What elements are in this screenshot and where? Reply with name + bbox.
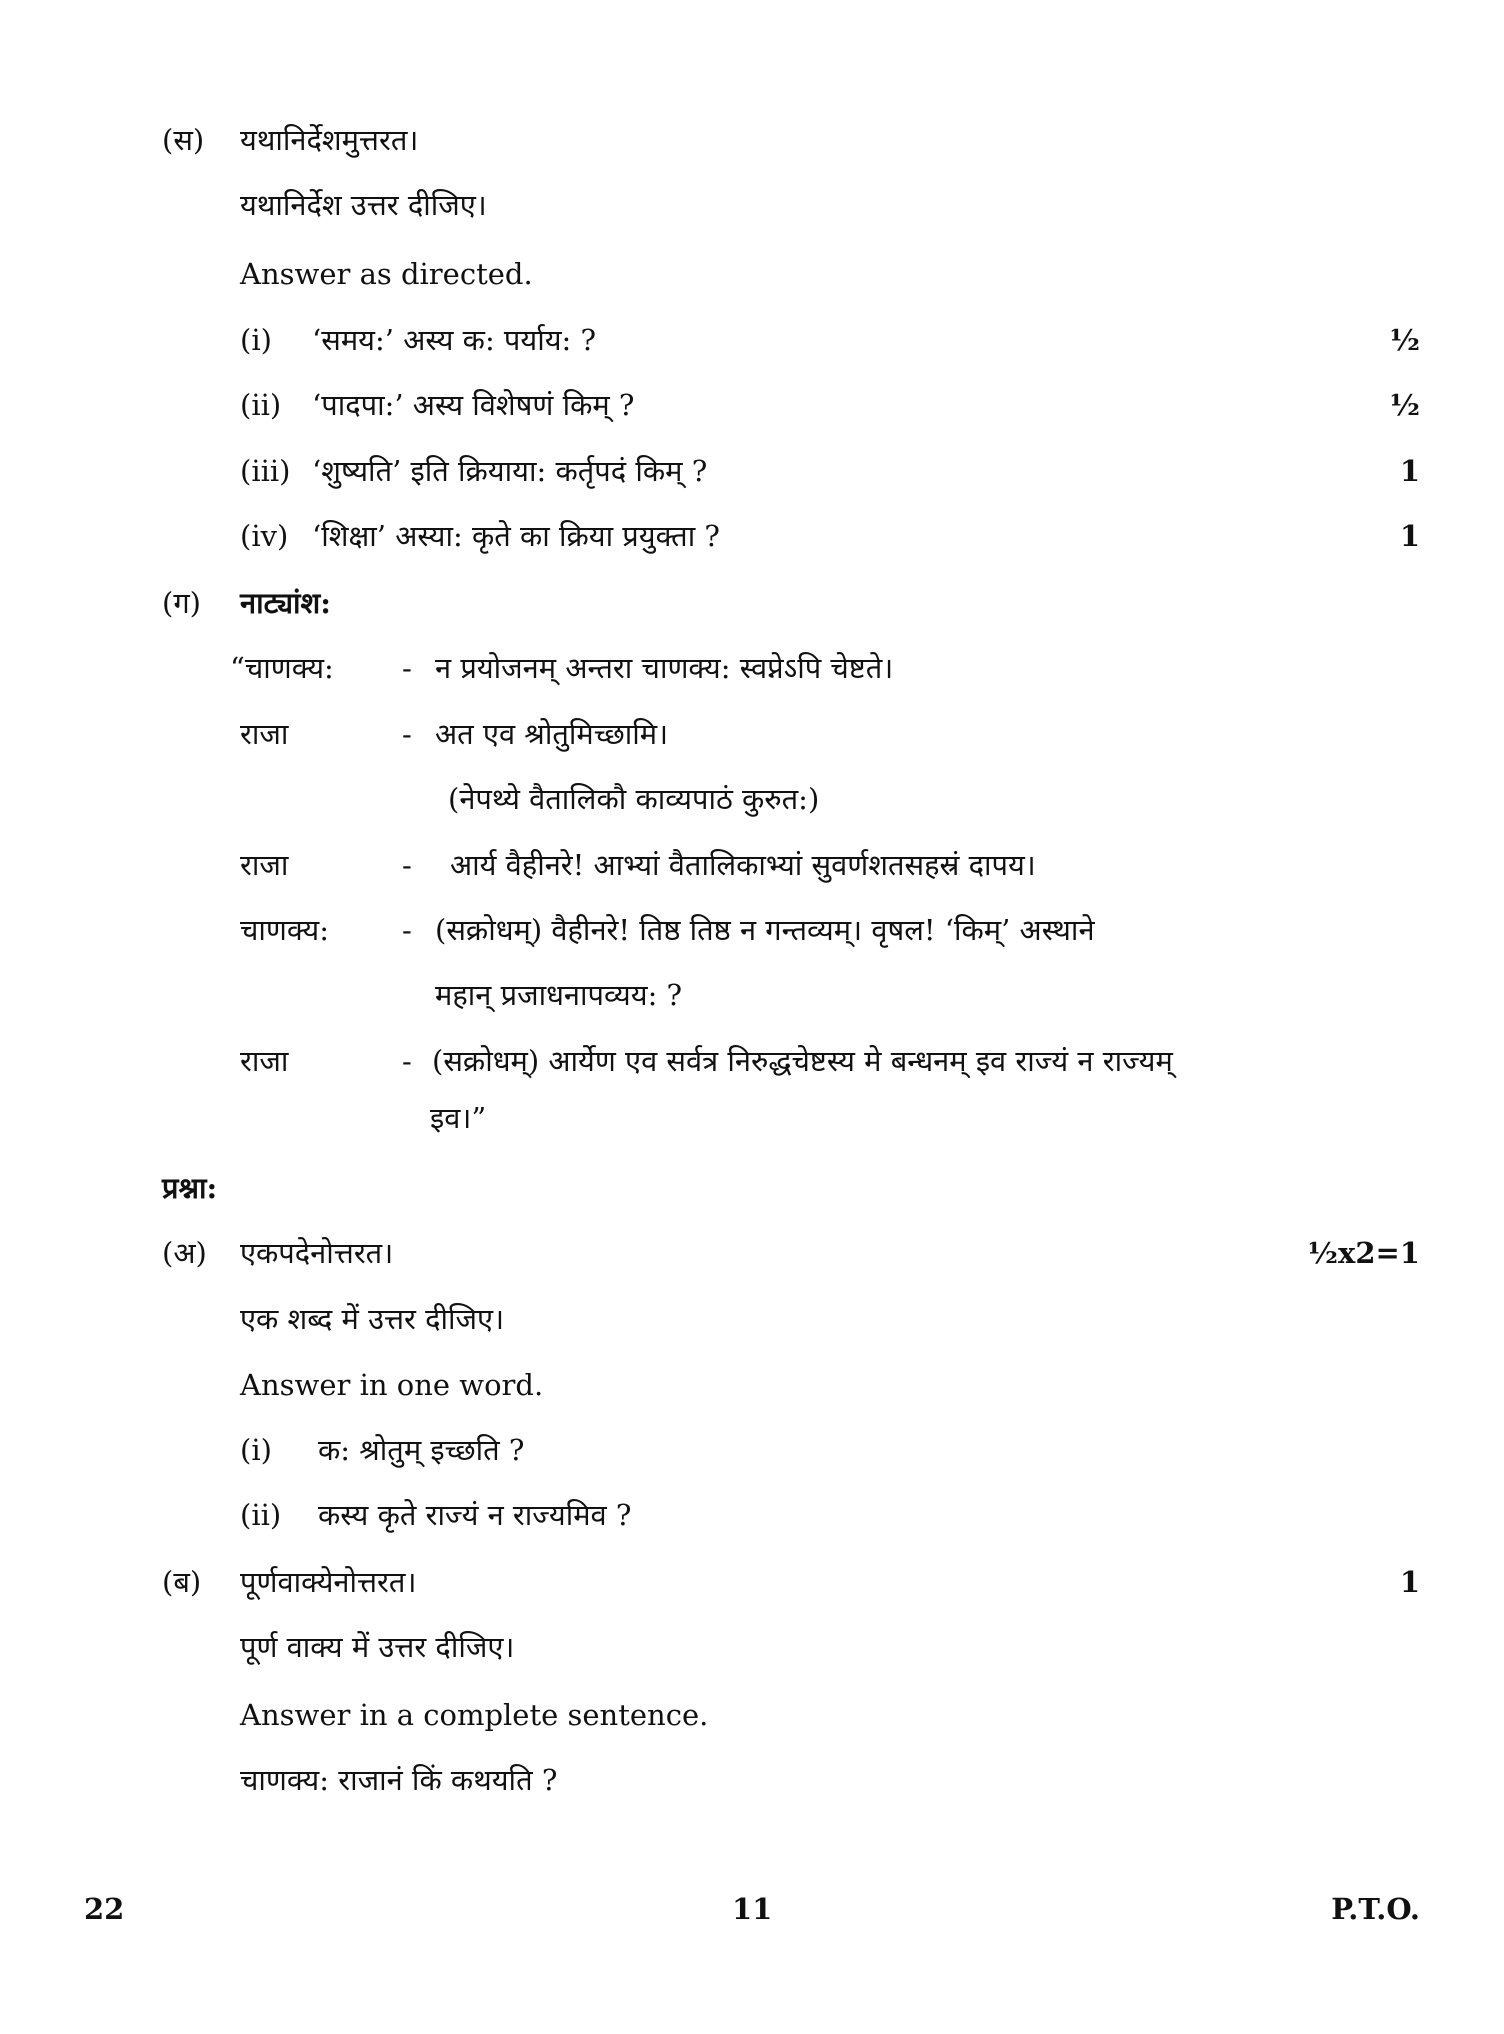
- dash: -: [402, 848, 412, 882]
- speaker: “चाणक्य:: [230, 651, 334, 685]
- dash: -: [402, 1044, 412, 1078]
- section-title: यथानिर्देशमुत्तरत।: [240, 123, 419, 157]
- question-number: (i): [240, 1433, 272, 1467]
- question-number: (ii): [240, 1498, 282, 1532]
- instruction-hindi: यथानिर्देश उत्तर दीजिए।: [240, 188, 487, 222]
- please-turn-over: P.T.O.: [1331, 1892, 1420, 1926]
- question-marks: ½: [1389, 323, 1420, 357]
- speaker: राजा: [240, 1044, 289, 1078]
- speaker: राजा: [240, 848, 289, 882]
- section-label: (ब): [162, 1565, 202, 1599]
- question-text: कस्य कृते राज्यं न राज्यमिव ?: [318, 1498, 632, 1532]
- section-label: (अ): [162, 1236, 207, 1270]
- page-number: 11: [732, 1892, 773, 1926]
- dash: -: [402, 651, 412, 685]
- question-text: चाणक्य: राजानं किं कथयति ?: [240, 1763, 558, 1797]
- section-label: (ग): [162, 586, 201, 620]
- question-text: ‘शुष्यति’ इति क्रियाया: कर्तृपदं किम् ?: [312, 454, 708, 488]
- instruction-hindi: पूर्ण वाक्य में उत्तर दीजिए।: [240, 1630, 515, 1664]
- question-text: ‘पादपा:’ अस्य विशेषणं किम् ?: [312, 388, 635, 422]
- question-number: (ii): [240, 388, 282, 422]
- section-label: (स): [162, 123, 205, 157]
- question-marks: ½: [1389, 388, 1420, 422]
- speech-continued: महान् प्रजाधनापव्यय: ?: [435, 978, 683, 1012]
- speech: अत एव श्रोतुमिच्छामि।: [435, 717, 669, 751]
- speech: न प्रयोजनम् अन्तरा चाणक्य: स्वप्नेऽपि चेष्टते।: [435, 651, 894, 685]
- questions-heading: प्रश्ना:: [162, 1171, 218, 1205]
- dash: -: [402, 717, 412, 751]
- dash: -: [402, 913, 412, 947]
- question-marks: 1: [1399, 519, 1420, 553]
- instruction-hindi: एक शब्द में उत्तर दीजिए।: [240, 1302, 505, 1336]
- question-number: (iv): [240, 519, 289, 553]
- question-number: (i): [240, 323, 272, 357]
- section-marks: ½x2=1: [1307, 1236, 1420, 1270]
- instruction-english: Answer in a complete sentence.: [240, 1698, 709, 1732]
- instruction-english: Answer in one word.: [240, 1368, 544, 1402]
- speech: (सक्रोधम्) आर्येण एव सर्वत्र निरुद्धचेष्टस्य मे बन्धनम् इव राज्यं न राज्यम्: [432, 1044, 1173, 1078]
- question-text: ‘समय:’ अस्य क: पर्याय: ?: [312, 323, 597, 357]
- stage-direction: (नेपथ्ये वैतालिकौ काव्यपाठं कुरुत:): [448, 782, 820, 816]
- question-marks: 1: [1399, 454, 1420, 488]
- speech: आर्य वैहीनरे! आभ्यां वैतालिकाभ्यां सुवर्णशतसहस्रं दापय।: [450, 848, 1036, 882]
- question-number: (iii): [240, 454, 291, 488]
- question-text: क: श्रोतुम् इच्छति ?: [318, 1433, 525, 1467]
- speech: (सक्रोधम्) वैहीनरे! तिष्ठ तिष्ठ न गन्तव्यम्। वृषल! ‘किम्’ अस्थाने: [435, 913, 1095, 947]
- question-text: ‘शिक्षा’ अस्या: कृते का क्रिया प्रयुक्ता ?: [312, 519, 720, 553]
- speaker: राजा: [240, 717, 289, 751]
- speech-continued: इव।”: [430, 1101, 487, 1135]
- section-title: एकपदेनोत्तरत।: [240, 1236, 394, 1270]
- section-title: नाट्यांश:: [240, 586, 331, 620]
- instruction-english: Answer as directed.: [240, 257, 533, 291]
- section-marks: 1: [1399, 1565, 1420, 1599]
- speaker: चाणक्य:: [240, 913, 329, 947]
- paper-code: 22: [84, 1892, 125, 1926]
- section-title: पूर्णवाक्येनोत्तरत।: [240, 1565, 417, 1599]
